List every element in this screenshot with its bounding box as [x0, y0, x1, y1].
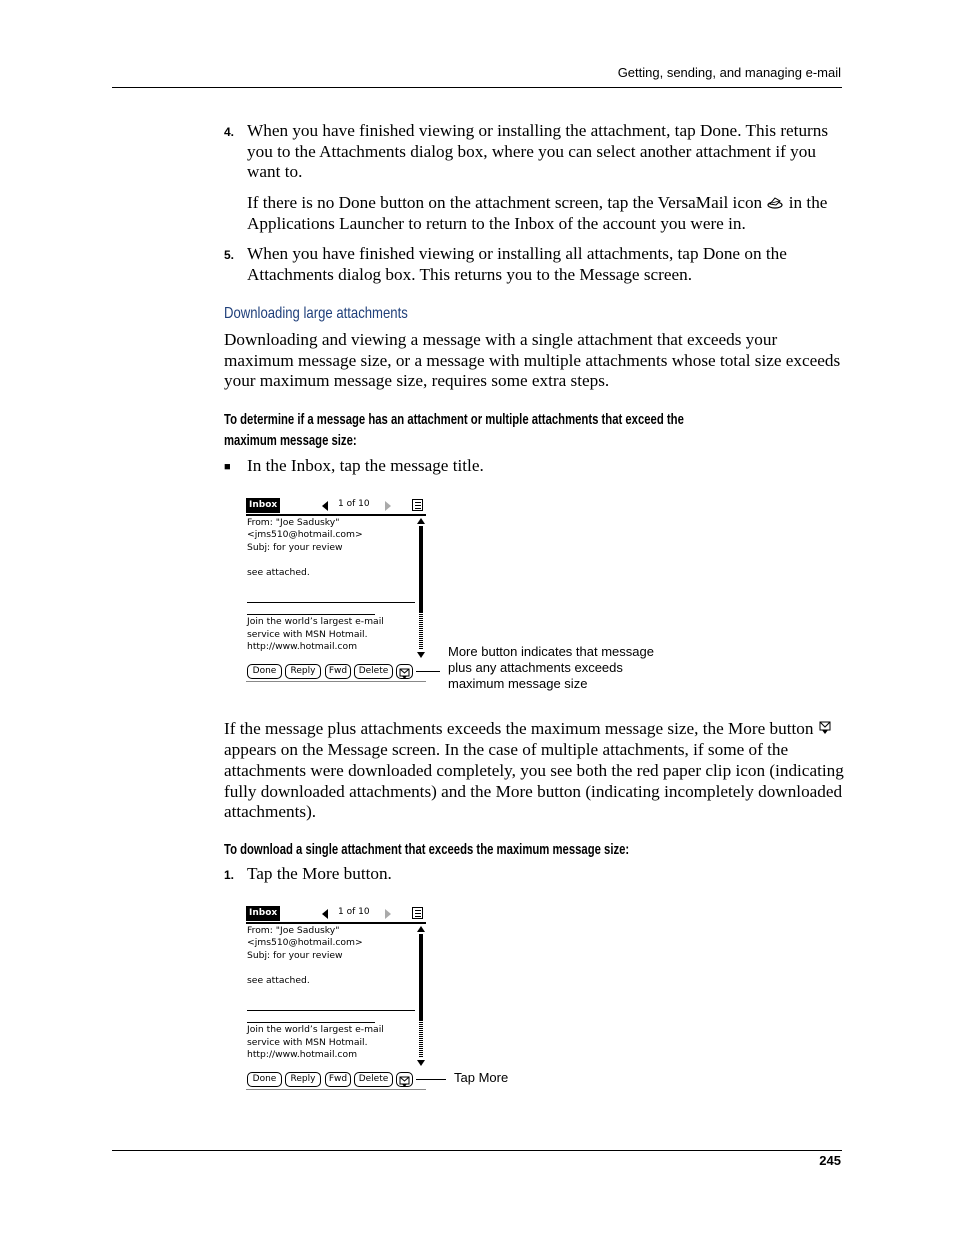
step-4-number: 4. — [224, 125, 235, 139]
next-arrow-icon[interactable] — [385, 909, 391, 919]
menu-icon[interactable] — [412, 499, 423, 511]
procedure-1-heading-line1: To determine if a message has an attachment or multiple attachments that exceed the — [224, 412, 684, 428]
delete-button[interactable]: Delete — [354, 1072, 393, 1087]
more-paragraph-after: appears on the Message screen. In the case of multiple attachments, if some of the attachments were downloaded completely, you see both the red paper clip icon (indicating fully downloaded attachments) and the More button (indicating incompletely downloaded attachments). — [224, 740, 844, 822]
footer-rule — [112, 1150, 842, 1151]
fwd-button[interactable]: Fwd — [325, 664, 351, 679]
procedure-2-heading: To download a single attachment that exceeds the maximum message size: — [224, 842, 630, 858]
scroll-up-icon[interactable] — [417, 518, 425, 524]
scroll-down-icon[interactable] — [417, 652, 425, 658]
scrollbar[interactable] — [417, 926, 425, 1066]
more-button[interactable] — [396, 664, 413, 679]
divider — [247, 614, 375, 615]
procedure-1-heading-line2: maximum message size: — [224, 433, 357, 449]
versamail-note-after: in the Applications Launcher to return to the Inbox of the account you were in. — [247, 193, 828, 234]
message-line: From: "Joe Sadusky" — [247, 925, 340, 936]
section-intro: Downloading and viewing a message with a single attachment that exceeds your maximum message size, or a message with multiple attachments whose total size exceeds your maximum message size, requires some extra steps. — [224, 330, 841, 391]
done-button[interactable]: Done — [247, 664, 282, 679]
message-line: http://www.hotmail.com — [247, 641, 358, 652]
message-line: see attached. — [247, 567, 310, 578]
step-1-number: 1. — [224, 868, 235, 882]
section-heading: Downloading large attachments — [224, 305, 408, 322]
screen-bottom-edge — [246, 681, 426, 682]
versamail-note — [247, 193, 847, 235]
more-icon — [397, 1075, 412, 1088]
more-button[interactable] — [396, 1072, 413, 1087]
previous-arrow-icon[interactable] — [322, 909, 328, 919]
fwd-button[interactable]: Fwd — [325, 1072, 351, 1087]
message-line: Join the world’s largest e-mail — [247, 616, 384, 627]
title-bar — [246, 906, 426, 924]
step-5-number: 5. — [224, 248, 235, 262]
message-line: <jms510@hotmail.com> — [247, 937, 363, 948]
callout-leader-line — [416, 1079, 446, 1080]
more-paragraph-before: If the message plus attachments exceeds the maximum message size, the More button — [224, 719, 814, 738]
bullet-marker: ■ — [224, 461, 231, 473]
inbox-tab[interactable]: Inbox — [246, 906, 280, 921]
scroll-down-icon[interactable] — [417, 1060, 425, 1066]
scroll-thumb[interactable] — [419, 934, 423, 1020]
message-count: 1 of 10 — [338, 499, 370, 509]
header-rule — [112, 87, 842, 88]
callout-line: plus any attachments exceeds — [448, 659, 623, 675]
divider — [247, 602, 415, 603]
palm-message-screen — [246, 906, 428, 1090]
screen-bottom-edge — [246, 1089, 426, 1090]
message-line: service with MSN Hotmail. — [247, 629, 368, 640]
message-count: 1 of 10 — [338, 907, 370, 917]
next-arrow-icon[interactable] — [385, 501, 391, 511]
more-button-inline-icon — [818, 720, 832, 741]
callout-leader-line — [416, 671, 440, 672]
bullet-text: In the Inbox, tap the message title. — [247, 456, 484, 475]
versamail-note-before: If there is no Done button on the attachment screen, tap the VersaMail icon — [247, 193, 763, 212]
previous-arrow-icon[interactable] — [322, 501, 328, 511]
message-line: From: "Joe Sadusky" — [247, 517, 340, 528]
page-number: 245 — [819, 1153, 841, 1168]
step-5-text: When you have finished viewing or installing all attachments, tap Done on the Attachments dialog box. This returns you to the Message screen. — [247, 244, 787, 284]
divider — [247, 1022, 375, 1023]
delete-button[interactable]: Delete — [354, 664, 393, 679]
message-line: service with MSN Hotmail. — [247, 1037, 368, 1048]
message-line: see attached. — [247, 975, 310, 986]
scroll-track[interactable] — [419, 612, 423, 650]
menu-icon[interactable] — [412, 907, 423, 919]
step-1-text: Tap the More button. — [247, 864, 392, 883]
more-button-paragraph — [224, 719, 844, 823]
title-bar — [246, 498, 426, 516]
palm-message-screen — [246, 498, 428, 682]
message-line: http://www.hotmail.com — [247, 1049, 358, 1060]
callout-more-indicates — [448, 644, 654, 691]
scrollbar[interactable] — [417, 518, 425, 658]
inbox-tab[interactable]: Inbox — [246, 498, 280, 513]
scroll-up-icon[interactable] — [417, 926, 425, 932]
divider — [247, 1010, 415, 1011]
running-title: Getting, sending, and managing e-mail — [617, 65, 841, 80]
message-line: <jms510@hotmail.com> — [247, 529, 363, 540]
message-line: Subj: for your review — [247, 950, 343, 961]
scroll-track[interactable] — [419, 1020, 423, 1058]
scroll-thumb[interactable] — [419, 526, 423, 612]
more-icon — [397, 667, 412, 680]
versamail-icon — [766, 194, 784, 215]
callout-tap-more: Tap More — [454, 1070, 509, 1085]
step-4-text: When you have finished viewing or installing the attachment, tap Done. This returns you to the Attachments dialog box, where you can select another attachment if you want to. — [247, 121, 829, 182]
message-line: Join the world’s largest e-mail — [247, 1024, 384, 1035]
callout-line: More button indicates that message — [448, 644, 654, 659]
callout-line: maximum message size — [448, 675, 588, 691]
message-line: Subj: for your review — [247, 542, 343, 553]
reply-button[interactable]: Reply — [285, 664, 321, 679]
done-button[interactable]: Done — [247, 1072, 282, 1087]
reply-button[interactable]: Reply — [285, 1072, 321, 1087]
